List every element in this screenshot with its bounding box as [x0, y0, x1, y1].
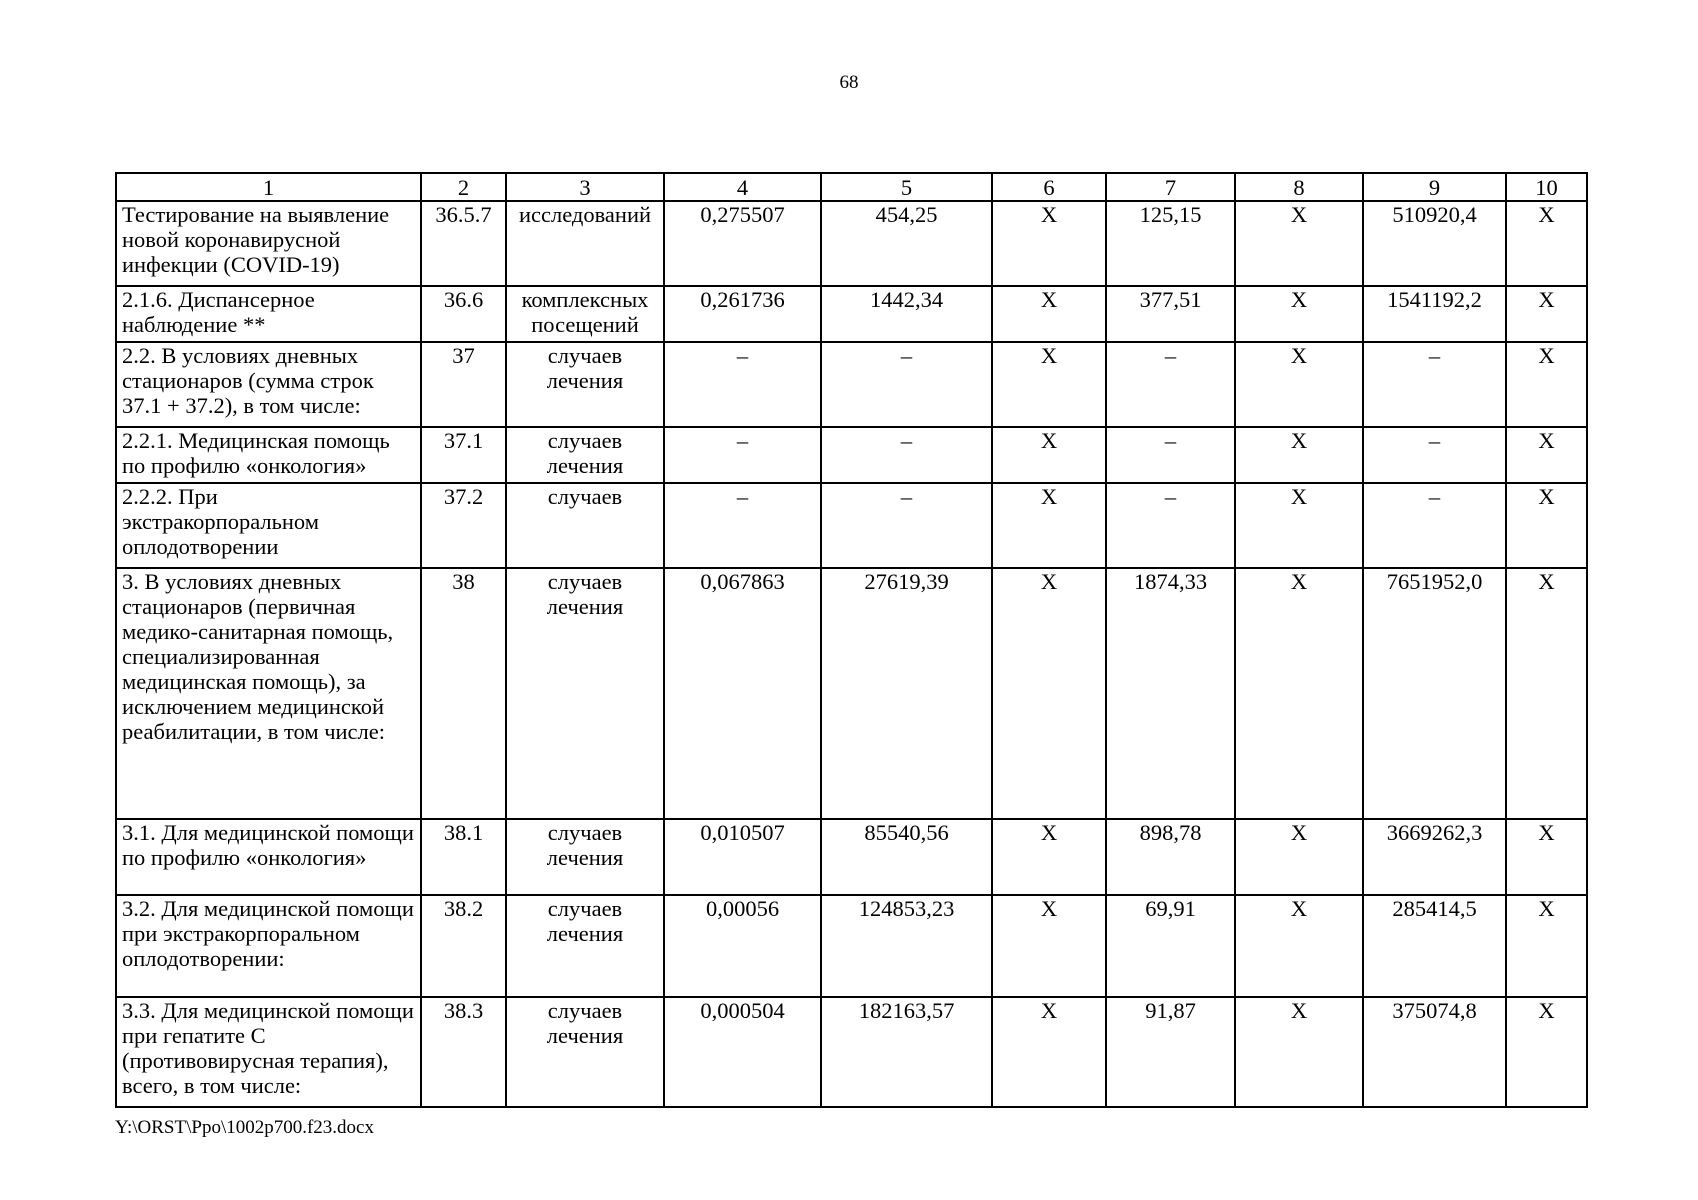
table-cell: 454,25	[821, 201, 992, 286]
row-unit: случаев лечения	[506, 342, 664, 427]
data-table	[115, 172, 1588, 1108]
table-cell: 377,51	[1106, 286, 1235, 342]
table-cell: Х	[1506, 895, 1587, 997]
table-cell: –	[664, 342, 821, 427]
row-code: 36.6	[421, 286, 506, 342]
table-cell: 285414,5	[1363, 895, 1506, 997]
table-cell: –	[1106, 342, 1235, 427]
table-cell: –	[821, 342, 992, 427]
table-cell: Х	[1506, 819, 1587, 895]
row-name: 3.3. Для медицинской помощи при гепатите С (противовирусная терапия), всего, в том числе:	[116, 997, 421, 1107]
table-row	[116, 286, 1587, 342]
row-name: 2.2.1. Медицинская помощь по профилю «онкология»	[116, 427, 421, 483]
table-cell: –	[664, 483, 821, 568]
table-cell: Х	[1506, 568, 1587, 819]
column-header: 6	[992, 173, 1106, 201]
row-name: 3.2. Для медицинской помощи при экстракорпоральном оплодотворении:	[116, 895, 421, 997]
header-row	[116, 173, 1587, 201]
table-cell: 91,87	[1106, 997, 1235, 1107]
table-cell: 0,000504	[664, 997, 821, 1107]
table-cell: 1541192,2	[1363, 286, 1506, 342]
table-cell: Х	[992, 568, 1106, 819]
table-row	[116, 997, 1587, 1107]
row-code: 38.3	[421, 997, 506, 1107]
row-code: 37.1	[421, 427, 506, 483]
table-cell: Х	[992, 895, 1106, 997]
column-header: 7	[1106, 173, 1235, 201]
table-cell: –	[1363, 427, 1506, 483]
table-row	[116, 342, 1587, 427]
row-unit: исследований	[506, 201, 664, 286]
table-cell: Х	[1235, 427, 1363, 483]
column-header: 4	[664, 173, 821, 201]
table-cell: Х	[992, 201, 1106, 286]
row-unit: случаев лечения	[506, 997, 664, 1107]
table-cell: Х	[992, 427, 1106, 483]
table-cell: Х	[992, 997, 1106, 1107]
row-name: 3. В условиях дневных стационаров (первичная медико-санитарная помощь, специализированная медицинская помощь), за исключением медицинской реабилитации, в том числе:	[116, 568, 421, 819]
column-header: 10	[1506, 173, 1587, 201]
column-header: 1	[116, 173, 421, 201]
table-cell: –	[1106, 427, 1235, 483]
table-cell: 898,78	[1106, 819, 1235, 895]
table-cell: Х	[1506, 427, 1587, 483]
row-name: Тестирование на выявление новой коронавирусной инфекции (COVID-19)	[116, 201, 421, 286]
table-row	[116, 568, 1587, 819]
table-cell: 1442,34	[821, 286, 992, 342]
table-row	[116, 483, 1587, 568]
table-row	[116, 201, 1587, 286]
table-cell: –	[821, 483, 992, 568]
table-cell: Х	[1235, 819, 1363, 895]
table-cell: 0,00056	[664, 895, 821, 997]
row-code: 37.2	[421, 483, 506, 568]
table-cell: Х	[1506, 342, 1587, 427]
table-cell: Х	[1506, 201, 1587, 286]
table-cell: Х	[1235, 895, 1363, 997]
table-cell: 125,15	[1106, 201, 1235, 286]
table-cell: 0,067863	[664, 568, 821, 819]
footer-file-path: Y:\ORST\Ppo\1002p700.f23.docx	[115, 1117, 374, 1138]
table-cell: Х	[1235, 997, 1363, 1107]
table-cell: 3669262,3	[1363, 819, 1506, 895]
table-row	[116, 427, 1587, 483]
row-code: 38.2	[421, 895, 506, 997]
table-cell: Х	[992, 819, 1106, 895]
table-cell: Х	[992, 483, 1106, 568]
row-unit: случаев лечения	[506, 895, 664, 997]
table-row	[116, 819, 1587, 895]
table-cell: Х	[1235, 342, 1363, 427]
table-cell: 510920,4	[1363, 201, 1506, 286]
row-unit: случаев лечения	[506, 568, 664, 819]
table-cell: Х	[1235, 201, 1363, 286]
table-cell: Х	[1235, 286, 1363, 342]
row-unit: случаев	[506, 483, 664, 568]
table-cell: 182163,57	[821, 997, 992, 1107]
table-cell: 0,275507	[664, 201, 821, 286]
table-cell: Х	[1506, 997, 1587, 1107]
row-code: 38.1	[421, 819, 506, 895]
table-cell: –	[1106, 483, 1235, 568]
row-name: 2.2. В условиях дневных стационаров (сумма строк 37.1 + 37.2), в том числе:	[116, 342, 421, 427]
column-header: 3	[506, 173, 664, 201]
table-cell: Х	[992, 342, 1106, 427]
row-code: 38	[421, 568, 506, 819]
row-unit: комплексных посещений	[506, 286, 664, 342]
table-cell: 27619,39	[821, 568, 992, 819]
table-cell: –	[1363, 483, 1506, 568]
table-cell: –	[821, 427, 992, 483]
table-cell: 0,010507	[664, 819, 821, 895]
table-cell: 7651952,0	[1363, 568, 1506, 819]
column-header: 8	[1235, 173, 1363, 201]
column-header: 9	[1363, 173, 1506, 201]
table-cell: –	[664, 427, 821, 483]
table-cell: Х	[1506, 286, 1587, 342]
table-cell: Х	[1235, 483, 1363, 568]
table-cell: Х	[1235, 568, 1363, 819]
column-header: 5	[821, 173, 992, 201]
table-cell: 124853,23	[821, 895, 992, 997]
row-name: 2.1.6. Диспансерное наблюдение **	[116, 286, 421, 342]
table-cell: 375074,8	[1363, 997, 1506, 1107]
row-name: 3.1. Для медицинской помощи по профилю «онкология»	[116, 819, 421, 895]
table-cell: Х	[1506, 483, 1587, 568]
column-header: 2	[421, 173, 506, 201]
row-code: 36.5.7	[421, 201, 506, 286]
table-cell: 85540,56	[821, 819, 992, 895]
row-unit: случаев лечения	[506, 819, 664, 895]
table-cell: –	[1363, 342, 1506, 427]
row-unit: случаев лечения	[506, 427, 664, 483]
table-row	[116, 895, 1587, 997]
table-cell: 1874,33	[1106, 568, 1235, 819]
table-cell: Х	[992, 286, 1106, 342]
page-number: 68	[839, 72, 859, 93]
row-code: 37	[421, 342, 506, 427]
table-cell: 69,91	[1106, 895, 1235, 997]
table-cell: 0,261736	[664, 286, 821, 342]
row-name: 2.2.2. При экстракорпоральном оплодотворении	[116, 483, 421, 568]
